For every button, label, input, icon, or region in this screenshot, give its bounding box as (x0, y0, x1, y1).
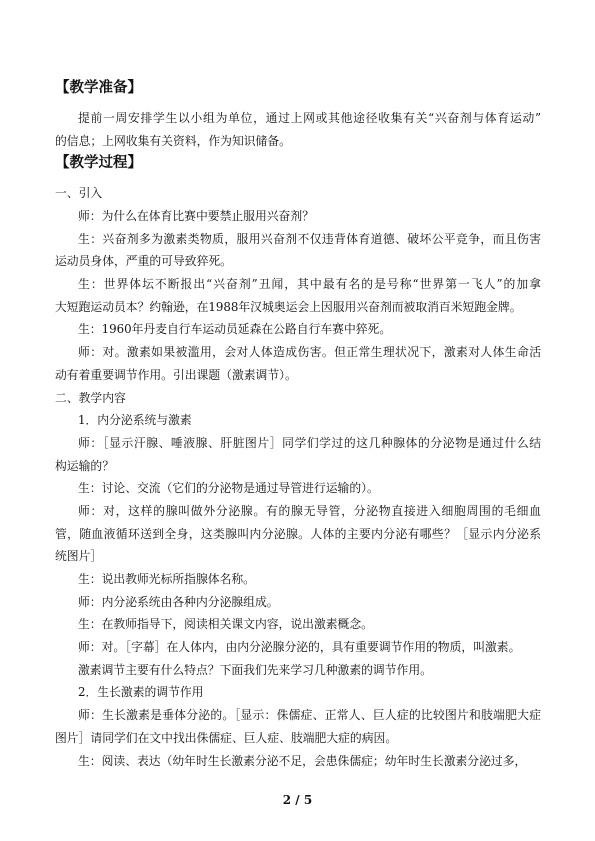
text-line: 师：对。激素如果被滥用，会对人体造成伤害。但正常生理状况下，激素对人体生命活 (78, 345, 541, 360)
text-line: 大短跑运动员本？约翰逊，在1988年汉城奥运会上因服用兴奋剂而被取消百米短跑金牌。 (55, 299, 522, 314)
paragraph (55, 681, 541, 704)
part-title: 一、引入 (55, 186, 103, 201)
paragraph (55, 409, 541, 432)
section-heading-preparation: 【教学准备】 (55, 79, 142, 96)
paragraph (55, 591, 541, 614)
paragraph (55, 613, 541, 636)
text-line: 师：对，这样的腺叫做外分泌腺。有的腺无导管，分泌物直接进入细胞周围的毛细血 (78, 503, 541, 518)
paragraph (55, 341, 541, 386)
text-line: 的信息；上网收集有关资料，作为知识储备。 (55, 133, 291, 148)
text-line: 师：［显示汗腺、唾液腺、肝脏图片］同学们学过的这几种腺体的分泌物是通过什么结 (78, 435, 541, 450)
paragraph (55, 205, 541, 228)
text-line: 生：1960年丹麦自行车运动员延森在公路自行车赛中猝死。 (78, 322, 392, 337)
paragraph (55, 273, 541, 318)
paragraph (55, 750, 541, 773)
page-number: 2 / 5 (282, 793, 313, 807)
text-line: 1．内分泌系统与激素 (78, 413, 192, 428)
paragraph (55, 477, 541, 500)
paragraph (55, 107, 541, 152)
text-line: 图片］请同学们在文中找出侏儒症、巨人症、肢端肥大症的病因。 (55, 730, 398, 745)
part-title: 二、教学内容 (55, 390, 126, 405)
paragraph (55, 318, 541, 341)
text-line: 动有着重要调节作用。引出课题（激素调节）。 (55, 367, 297, 382)
text-line: 生：世界体坛不断报出“兴奋剂”丑闻，其中最有名的是号称“世界第一飞人”的加拿 (78, 277, 541, 292)
text-line: 生：阅读、表达（幼年时生长激素分泌不足，会患侏儒症；幼年时生长激素分泌过多， (78, 753, 527, 768)
text-line: 管，随血液循环送到全身，这类腺叫内分泌腺。人体的主要内分泌有哪些？［显示内分泌系 (55, 526, 541, 541)
text-line: 生：兴奋剂多为激素类物质，服用兴奋剂不仅违背体育道德、破坏公平竞争，而且伤害 (78, 231, 541, 246)
text-line: 生：讨论、交流（它们的分泌物是通过导管进行运输的）。 (78, 481, 379, 496)
text-line: 生：在教师指导下，阅读相关课文内容，说出激素概念。 (78, 617, 373, 632)
text-line: 2．生长激素的调节作用 (78, 685, 204, 700)
paragraph (55, 228, 541, 273)
text-line: 统图片］ (55, 549, 103, 564)
text-line: 运动员身体，严重的可导致猝死。 (55, 254, 232, 269)
paragraph (55, 659, 541, 682)
section-heading-process: 【教学过程】 (55, 154, 142, 172)
paragraph (55, 636, 541, 659)
paragraph (55, 704, 541, 749)
text-line: 师：生长激素是垂体分泌的。［显示：侏儒症、正常人、巨人症的比较图片和肢端肥大症 (78, 708, 541, 723)
text-line: 师：内分泌系统由各种内分泌腺组成。 (78, 594, 279, 609)
text-line: 师：对。［字幕］在人体内，由内分泌腺分泌的，具有重要调节作用的物质，叫激素。 (78, 640, 521, 655)
text-line: 生：说出教师光标所指腺体名称。 (78, 572, 255, 587)
paragraph (55, 432, 541, 477)
document-body (55, 77, 541, 772)
paragraph (55, 500, 541, 568)
text-line: 激素调节主要有什么特点？下面我们先来学习几种激素的调节作用。 (78, 662, 432, 677)
text-line: 提前一周安排学生以小组为单位，通过上网或其他途径收集有关“兴奋剂与体育运动” (78, 110, 541, 125)
text-line: 构运输的？ (55, 458, 114, 473)
paragraph (55, 568, 541, 591)
text-line: 师：为什么在体育比赛中要禁止服用兴奋剂？ (78, 209, 314, 224)
